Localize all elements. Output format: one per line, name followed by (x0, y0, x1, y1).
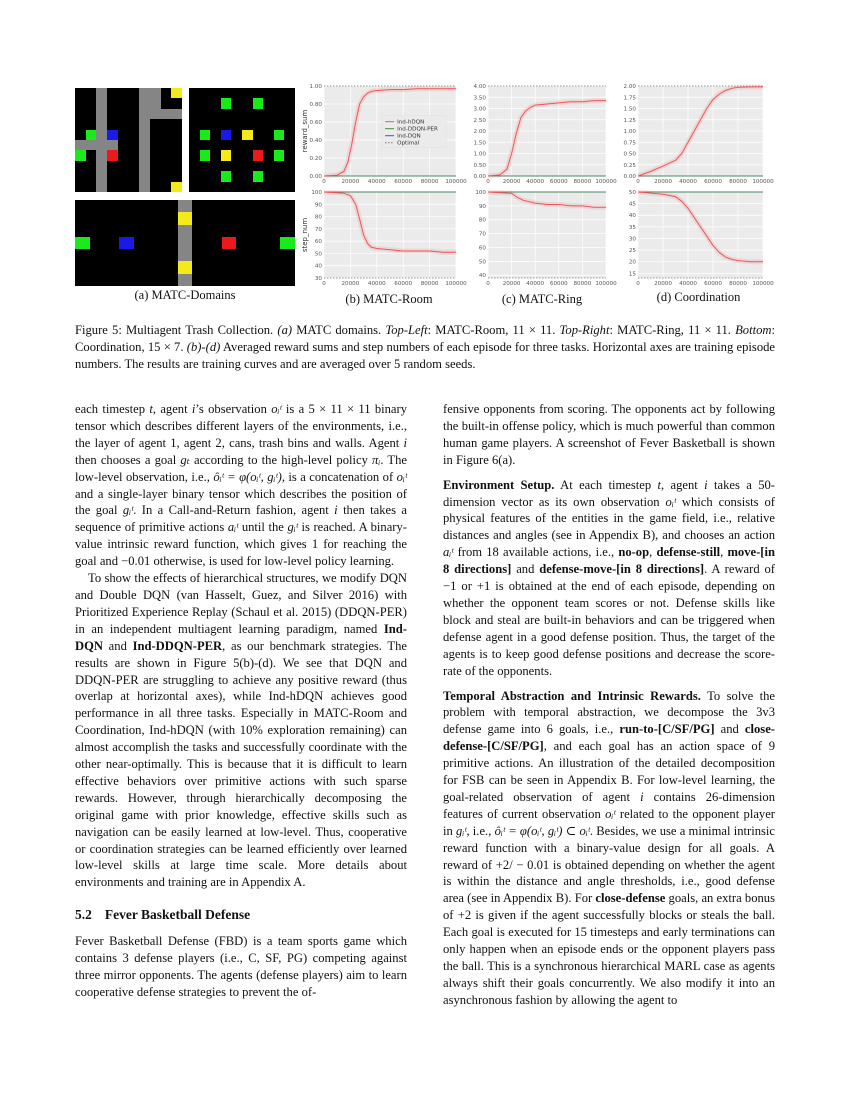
chart-svg (298, 82, 467, 190)
y-tick-label: 80 (478, 217, 486, 224)
section-number: 5.2 (75, 907, 92, 923)
math: t (149, 402, 153, 416)
bold-term: defense-move-[in 8 directions] (539, 562, 705, 577)
y-tick-label: 40 (628, 213, 636, 220)
text: , (720, 545, 728, 560)
math: aᵢᵗ (443, 545, 454, 560)
grid-cell-yellow (178, 261, 193, 273)
y-tick-label: 0.40 (309, 138, 322, 144)
coordination-grid (75, 200, 295, 286)
y-axis-label: step_num (301, 217, 309, 253)
x-tick-label: 40000 (679, 179, 697, 185)
text: takes a 50-dimension vector as its own observation (443, 477, 776, 509)
y-tick-label: 80 (314, 214, 322, 221)
x-tick-label: 40000 (367, 281, 386, 287)
paragraph: fensive opponents from scoring. The opponents act by following the built-in offense policy, which is much powerful than common human game players. A screenshot of Fever Basketball is shown in Figure 6(a). (443, 402, 775, 467)
y-tick-label: 70 (314, 226, 322, 233)
chart-ring-reward (462, 82, 617, 190)
plot-background (638, 192, 763, 278)
text: each timestep (75, 402, 150, 416)
math: ôᵢᵗ = φ(oᵢᵗ, gᵢᵗ) (213, 469, 282, 484)
text: . The low-level observation, i.e., (75, 452, 408, 484)
section-title: Fever Basketball Defense (104, 907, 251, 923)
chart-svg (612, 188, 774, 292)
grid-cell-yellow (171, 182, 182, 192)
x-tick-label: 100000 (595, 179, 617, 185)
math: i (191, 402, 196, 416)
y-tick-label: 25 (628, 248, 636, 255)
y-tick-label: 30 (314, 276, 322, 282)
x-tick-label: 20000 (502, 179, 521, 185)
y-tick-label: 2.50 (473, 117, 486, 124)
y-tick-label: 100 (475, 190, 486, 196)
bold-term: Ind-DQN (75, 621, 407, 653)
y-tick-label: 0.00 (623, 174, 636, 180)
x-tick-label: 0 (486, 281, 490, 287)
grid-cell-gray (139, 109, 182, 119)
x-tick-label: 80000 (420, 281, 439, 287)
y-tick-label: 90 (478, 203, 486, 210)
math: i (403, 435, 407, 450)
text: which consists of physical features of the entities in the game field, i.e., relative distances and angles (see in Appendix B), and chooses an action (443, 494, 775, 543)
x-tick-label: 0 (486, 179, 490, 185)
y-tick-label: 50 (478, 259, 486, 266)
sublabel-matc-room: (b) MATC-Room (345, 292, 433, 306)
x-tick-label: 100000 (752, 179, 774, 185)
y-tick-label: 0.20 (309, 156, 322, 162)
legend-label: Optimal (397, 140, 420, 147)
grid-cell-gray (75, 140, 118, 150)
caption-text: : Coordination, 15 × 7. (75, 323, 775, 354)
paragraph (443, 477, 775, 680)
caption-text: MATC domains. (292, 323, 386, 337)
text: , agent (661, 477, 705, 492)
plot-background (324, 192, 456, 278)
text: , and each goal has an action space of 9 primitive actions. An illustration of the detailed decomposition for FSB can be seen in Appendix B. For low-level learning, the goal-related observation of agent (443, 739, 775, 804)
text: At each timestep (554, 477, 658, 492)
matc-room-grid (75, 88, 182, 192)
y-tick-label: 40 (314, 263, 322, 270)
y-tick-label: 90 (314, 202, 322, 209)
x-tick-label: 60000 (549, 179, 568, 185)
caption-ref: Bottom (735, 323, 772, 337)
grid-cell-green (274, 150, 285, 160)
math: t (657, 477, 662, 492)
chart-coord-step (612, 188, 774, 292)
grid-cell-yellow (221, 150, 232, 160)
y-tick-label: 100 (311, 190, 322, 196)
x-tick-label: 60000 (549, 281, 568, 287)
text: then takes a sequence of primitive actions (75, 503, 407, 535)
y-tick-label: 0.25 (623, 162, 636, 169)
math: i (334, 503, 338, 518)
math: πᵢ (372, 452, 381, 467)
grid-cell-green (253, 98, 264, 108)
grid-cell-yellow (178, 212, 193, 224)
x-tick-label: 80000 (729, 179, 747, 185)
text: , is a concatenation of (281, 469, 397, 484)
y-tick-label: 0.50 (473, 162, 486, 169)
y-tick-label: 0.75 (623, 140, 636, 147)
x-tick-label: 100000 (752, 281, 774, 287)
caption-ref: Top-Right (559, 323, 610, 337)
caption-text: Averaged reward sums and step numbers of each episode for three tasks. Horizontal axes are training episode numbers. The results are training curves and are averaged over 5 random seeds. (75, 340, 775, 371)
x-tick-label: 20000 (654, 281, 672, 287)
bold-term: no-op (618, 545, 650, 560)
chart-svg (612, 82, 774, 190)
bold-term: run-to-[C/SF/PG] (619, 722, 715, 737)
chart-ring-step (462, 188, 617, 292)
grid-cell-blue (221, 130, 232, 140)
grid-cell-green (280, 237, 295, 249)
y-tick-label: 60 (314, 239, 322, 246)
legend (382, 116, 446, 148)
x-tick-label: 80000 (573, 281, 592, 287)
text: then chooses a goal (75, 452, 181, 467)
y-tick-label: 2.00 (623, 84, 636, 90)
bold-term: close-defense (595, 891, 666, 906)
text: , i.e., (466, 823, 495, 838)
y-tick-label: 1.50 (623, 106, 636, 113)
x-tick-label: 0 (636, 281, 640, 287)
x-tick-label: 100000 (595, 281, 617, 287)
math: gᵢᵗ (456, 823, 467, 838)
text: To show the effects of hierarchical structures, we modify DQN and Double DQN (van Hasselt, Guez, and Silver 2016) with Prioritized Experience Replay (Schaul et al. 2015) (DDQN-PER) in an independent multiagent learning paradigm, named (75, 571, 407, 636)
y-tick-label: 70 (478, 231, 486, 238)
x-tick-label: 0 (322, 281, 326, 287)
y-tick-label: 0.60 (309, 120, 322, 126)
math: oᵢᵗ (271, 402, 282, 416)
text: is a 5 × 11 × 11 binary tensor which describes different layers of the environments, i.e., the layer of agent 1, agent 2, cans, trash bins and walls. Agent (75, 402, 407, 450)
text: until the (238, 520, 288, 535)
x-tick-label: 0 (322, 179, 326, 185)
math: gₜ (180, 452, 190, 467)
math: i (640, 789, 644, 804)
grid-cell-green (200, 150, 211, 160)
text: is reached. A binary-value intrinsic reward function, which gives 1 for reaching the goal and −0.01 otherwise, is used for low-level policy learning. (75, 520, 407, 569)
text: and a single-layer binary tensor which describes the position of the goal (75, 486, 407, 518)
text: , as our benchmark strategies. The results are shown in Figure 5(b)-(d). We see that DQN and DDQN-PER are struggling to achieve any positive reward (thus overlap at horizontal axes), while Ind-hDQN achieves good performance in all three tasks. Especially in MATC-Room and Coordination, Ind-hDQN (with 10% exploration remaining) can almost accomplish the tasks and successfully coordinate with the other near-optimally. This is because that it is difficult to learn effective behaviors over primitive actions with such sparse rewards. However, through hierarchically decomposing the original game with prior knowledge, effective skills such as navigation can be easily learned at low-level. Thus, cooperative or coordination strategies can be learned efficiently over learned low-level skills at large time scale. More details about environments and training are in Appendix A. (75, 638, 407, 890)
x-tick-label: 60000 (394, 281, 413, 287)
x-tick-label: 80000 (573, 179, 592, 185)
grid-cell-yellow (242, 130, 253, 140)
grid-cell-gray (139, 88, 150, 192)
grid-cell-blue (107, 130, 118, 140)
y-tick-label: 50 (628, 190, 636, 196)
chart-svg (462, 188, 617, 292)
text: goals, an extra bonus of +2 is given if the agent successfully blocks or steals the ball. Each goal is executed for 15 timesteps and early terminations can only happen when an episode ends or the opponent players pass the ball. This is a synchronous hierarchical MARL case as agents always shift their goals concurrently. We also modify it into an asynchronous fashion by allowing the agent to (443, 891, 775, 1007)
x-tick-label: 60000 (704, 281, 722, 287)
text: from 18 available actions, i.e., (453, 545, 619, 560)
bold-term: move-[in 8 directions] (443, 545, 776, 577)
sublabel-matc-domains: (a) MATC-Domains (134, 288, 236, 302)
y-tick-label: 0.80 (309, 102, 322, 108)
grid-cell-green (253, 171, 264, 181)
matc-ring-grid (189, 88, 295, 192)
math: i (704, 477, 708, 492)
section-heading (75, 907, 407, 924)
text: and (103, 638, 133, 653)
paragraph (443, 688, 775, 1009)
text: . In a Call-and-Return fashion, agent (133, 503, 335, 518)
text: contains 26-dimension features of current observation (443, 789, 775, 821)
legend-label: Ind-DQN (397, 133, 421, 140)
right-column (443, 401, 775, 1009)
caption-ref: (b)-(d) (186, 340, 221, 354)
y-tick-label: 0.00 (309, 174, 322, 180)
x-tick-label: 100000 (445, 179, 467, 185)
left-column (75, 401, 407, 1001)
caption-ref: (a) (277, 323, 293, 337)
paragraph-heading: Temporal Abstraction and Intrinsic Rewards. (443, 688, 701, 703)
math: oᵢᵗ (396, 469, 407, 484)
x-tick-label: 60000 (704, 179, 722, 185)
caption-text: : MATC-Room, 11 × 11. (427, 323, 560, 337)
text: and (511, 562, 540, 577)
x-tick-label: 60000 (394, 179, 413, 185)
y-tick-label: 1.00 (623, 129, 636, 135)
y-tick-label: 50 (314, 251, 322, 258)
y-tick-label: 1.00 (473, 151, 486, 158)
grid-cell-green (75, 150, 86, 160)
chart-coord-reward (612, 82, 774, 190)
x-tick-label: 40000 (526, 179, 545, 185)
chart-room-step (298, 188, 467, 292)
y-tick-label: 20 (628, 259, 636, 266)
bold-term: defense-still (656, 545, 721, 560)
paragraph (75, 570, 407, 891)
grid-cell-green (221, 171, 232, 181)
sublabel-matc-ring: (c) MATC-Ring (501, 292, 583, 306)
x-tick-label: 20000 (502, 281, 521, 287)
x-tick-label: 80000 (420, 179, 439, 185)
y-axis-label: reward_sum (301, 109, 309, 153)
y-tick-label: 3.00 (473, 106, 486, 113)
legend-label: Ind-hDQN (397, 119, 425, 126)
text: . A reward of −1 or +1 is obtained at the end of each episode, depending on whether the opponent team scores or not. Defense skills like block and steal are built-in behaviors and can be triggered when defense agent in a good defense position. Thus, the target of the agents is to keep good defense positions and decrease the score-rate of the opponents. (443, 562, 775, 678)
grid-cell-green (221, 98, 232, 108)
text: . Besides, we use a minimal intrinsic reward function with a binary-value design for all goals. A reward of +2/ − 0.01 is obtained depending on whether the agent is within the distance and angle thresholds, i.e., good defense area (see in Appendix B). For (443, 823, 775, 906)
y-tick-label: 3.50 (473, 95, 486, 102)
legend-label: Ind-DDQN-PER (397, 126, 438, 133)
paragraph: Fever Basketball Defense (FBD) is a team sports game which contains 3 defense players (i.e., C, SF, PG) competing against three mirror opponents. The agents (defense players) aim to learn cooperative defense strategies to prevent the of- (75, 934, 407, 999)
grid-cell-red (222, 237, 237, 249)
x-tick-label: 40000 (367, 179, 386, 185)
text: , agent (152, 402, 192, 416)
grid-cell-green (75, 237, 90, 249)
paragraph-heading: Environment Setup. (443, 477, 555, 492)
math: oᵢᵗ (665, 494, 676, 509)
caption-label: Figure 5: (75, 323, 122, 337)
x-tick-label: 20000 (654, 179, 672, 185)
y-tick-label: 45 (628, 201, 636, 208)
y-tick-label: 1.50 (473, 140, 486, 147)
x-tick-label: 0 (636, 179, 640, 185)
math: oᵢᵗ (605, 806, 616, 821)
text: ’s observation (195, 402, 272, 416)
text: , (649, 545, 657, 560)
caption-text: : MATC-Ring, 11 × 11. (609, 323, 736, 337)
x-tick-label: 20000 (341, 281, 360, 287)
caption-text: Multiagent Trash Collection. (121, 323, 278, 337)
grid-cell-blue (119, 237, 134, 249)
y-tick-label: 35 (628, 224, 636, 231)
chart-room-reward (298, 82, 467, 190)
y-tick-label: 15 (628, 271, 636, 278)
sublabel-coordination: (d) Coordination (656, 290, 741, 304)
text: according to the high-level policy (189, 452, 373, 467)
grid-cell-yellow (171, 88, 182, 98)
grid-cell-gray (150, 88, 161, 119)
chart-svg (462, 82, 617, 190)
y-tick-label: 30 (628, 236, 636, 243)
y-tick-label: 60 (478, 245, 486, 252)
grid-cell-green (200, 130, 211, 140)
bold-term: close-defense-[C/SF/PG] (443, 722, 775, 754)
text: To solve the problem with temporal abstraction, we decompose the 3v3 defense game into 6 goals, i.e., (443, 688, 776, 737)
math: aᵢᵗ (227, 520, 239, 535)
x-tick-label: 20000 (341, 179, 360, 185)
y-tick-label: 2.00 (473, 129, 486, 135)
text: and (714, 722, 745, 737)
bold-term: Ind-DDQN-PER (132, 638, 223, 653)
math: gᵢᵗ (122, 503, 134, 518)
y-tick-label: 4.00 (473, 84, 486, 90)
x-tick-label: 100000 (445, 281, 467, 287)
grid-cell-green (274, 130, 285, 140)
paragraph (75, 401, 407, 570)
grid-cell-green (86, 130, 97, 140)
y-tick-label: 1.75 (623, 95, 636, 102)
y-tick-label: 1.00 (309, 84, 322, 90)
y-tick-label: 0.50 (623, 151, 636, 158)
grid-cell-red (253, 150, 264, 160)
y-tick-label: 0.00 (473, 174, 486, 180)
chart-svg (298, 188, 467, 292)
x-tick-label: 40000 (526, 281, 545, 287)
text: related to the opponent player in (443, 806, 775, 838)
grid-cell-red (107, 150, 118, 160)
x-tick-label: 80000 (729, 281, 747, 287)
math: gᵢᵗ (287, 520, 298, 535)
x-tick-label: 40000 (679, 281, 697, 287)
math: ôᵢᵗ = φ(oᵢᵗ, gᵢᵗ) ⊂ oᵢᵗ (494, 823, 590, 838)
figure-caption (75, 322, 775, 373)
caption-ref: Top-Left (385, 323, 428, 337)
y-tick-label: 40 (478, 273, 486, 280)
y-tick-label: 1.25 (623, 117, 636, 124)
